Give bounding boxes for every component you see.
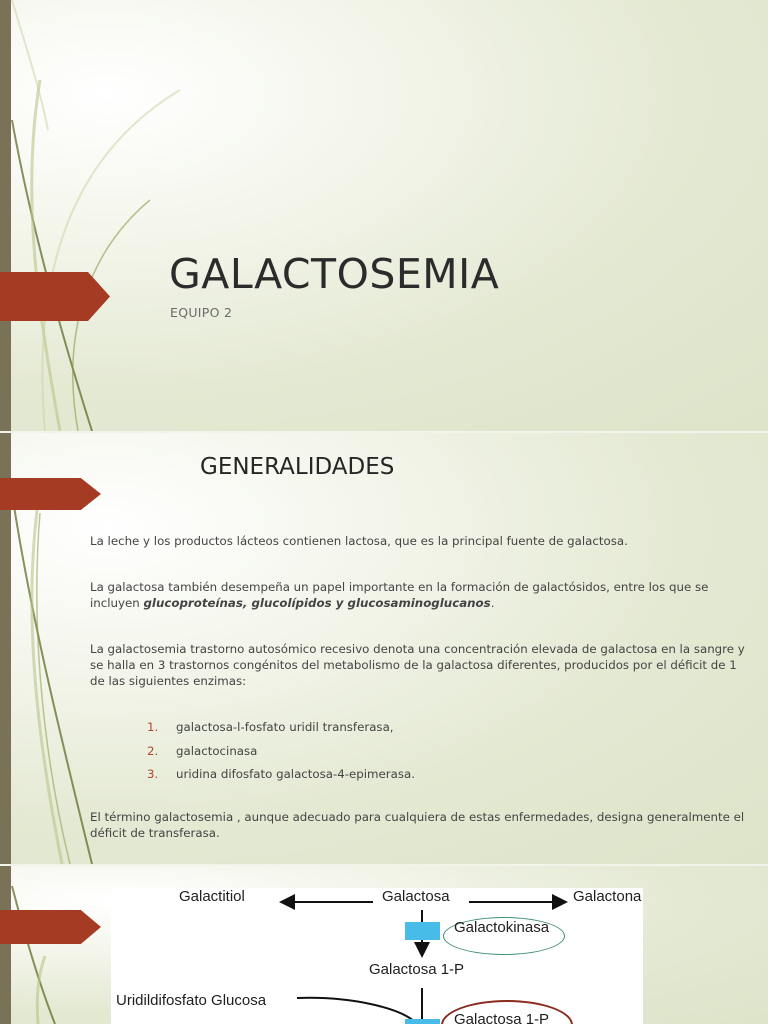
- paragraph-end: .: [490, 596, 495, 610]
- label-galactosa-1p-enzyme: Galactosa 1-P: [454, 1011, 550, 1024]
- paragraph-definicion: La galactosemia trastorno autosómico recesivo denota una concentración elevada de galactosa en la sangre y se halla en 3 trastornos congénitos del metabolismo de la galactosa diferentes, producidos por el déficit de 1 de las siguientes enzimas:: [90, 642, 745, 688]
- label-galactonato: Galactona: [573, 888, 642, 905]
- arrow-udp-glucosa: [297, 998, 416, 1023]
- list-item: [147, 743, 415, 767]
- title-accent-tab: [0, 272, 110, 321]
- emphasis-text: glucoproteínas, glucolípidos y glucosaminoglucanos: [143, 596, 491, 610]
- galactose-pathway-diagram: [111, 888, 643, 1024]
- paragraph-text: La galactosa también desempeña un papel importante en la formación de galactósidos, entre los que se incluyen: [90, 580, 709, 610]
- decorative-swoosh: [0, 0, 260, 431]
- list-text: galactosa-l-fosfato uridil transferasa,: [176, 720, 394, 734]
- enzyme-list: [147, 719, 415, 790]
- enzyme-box-transferasa: [405, 1019, 440, 1024]
- list-number: 3.: [147, 767, 159, 781]
- paragraph-lactosa: La leche y los productos lácteos contienen lactosa, que es la principal fuente de galactosa.: [90, 534, 628, 548]
- left-accent-bar: [0, 0, 11, 431]
- left-accent-bar: [0, 866, 11, 1024]
- list-item: [147, 719, 415, 743]
- list-text: galactocinasa: [176, 743, 258, 758]
- enzyme-box-galactokinasa: [405, 922, 440, 940]
- list-text: uridina difosfato galactosa-4-epimerasa.: [176, 767, 416, 781]
- slide-title: GALACTOSEMIA: [169, 250, 500, 298]
- slide-subtitle: EQUIPO 2: [170, 305, 233, 320]
- label-galactokinasa: Galactokinasa: [454, 919, 550, 936]
- label-galactitiol: Galactitiol: [179, 888, 245, 905]
- list-number: 2.: [147, 743, 159, 758]
- diagram-accent-tab: [0, 910, 101, 944]
- label-galactosa: Galactosa: [382, 888, 450, 905]
- label-galactosa-1p: Galactosa 1-P: [369, 961, 465, 978]
- list-item: [147, 766, 415, 790]
- decorative-swoosh: [0, 866, 120, 1024]
- paragraph-termino: El término galactosemia , aunque adecuado para cualquiera de estas enfermedades, designa generalmente el déficit de transferasa.: [90, 810, 745, 840]
- slide-heading: GENERALIDADES: [200, 454, 395, 480]
- title-slide: [0, 0, 768, 431]
- generalidades-slide: [0, 433, 768, 864]
- paragraph-galactosidos: [90, 579, 750, 611]
- list-number: 1.: [147, 720, 159, 734]
- label-udp-glucosa: Uridildifosfato Glucosa: [116, 992, 267, 1009]
- heading-accent-tab: [0, 478, 101, 510]
- pathway-slide: [0, 866, 768, 1024]
